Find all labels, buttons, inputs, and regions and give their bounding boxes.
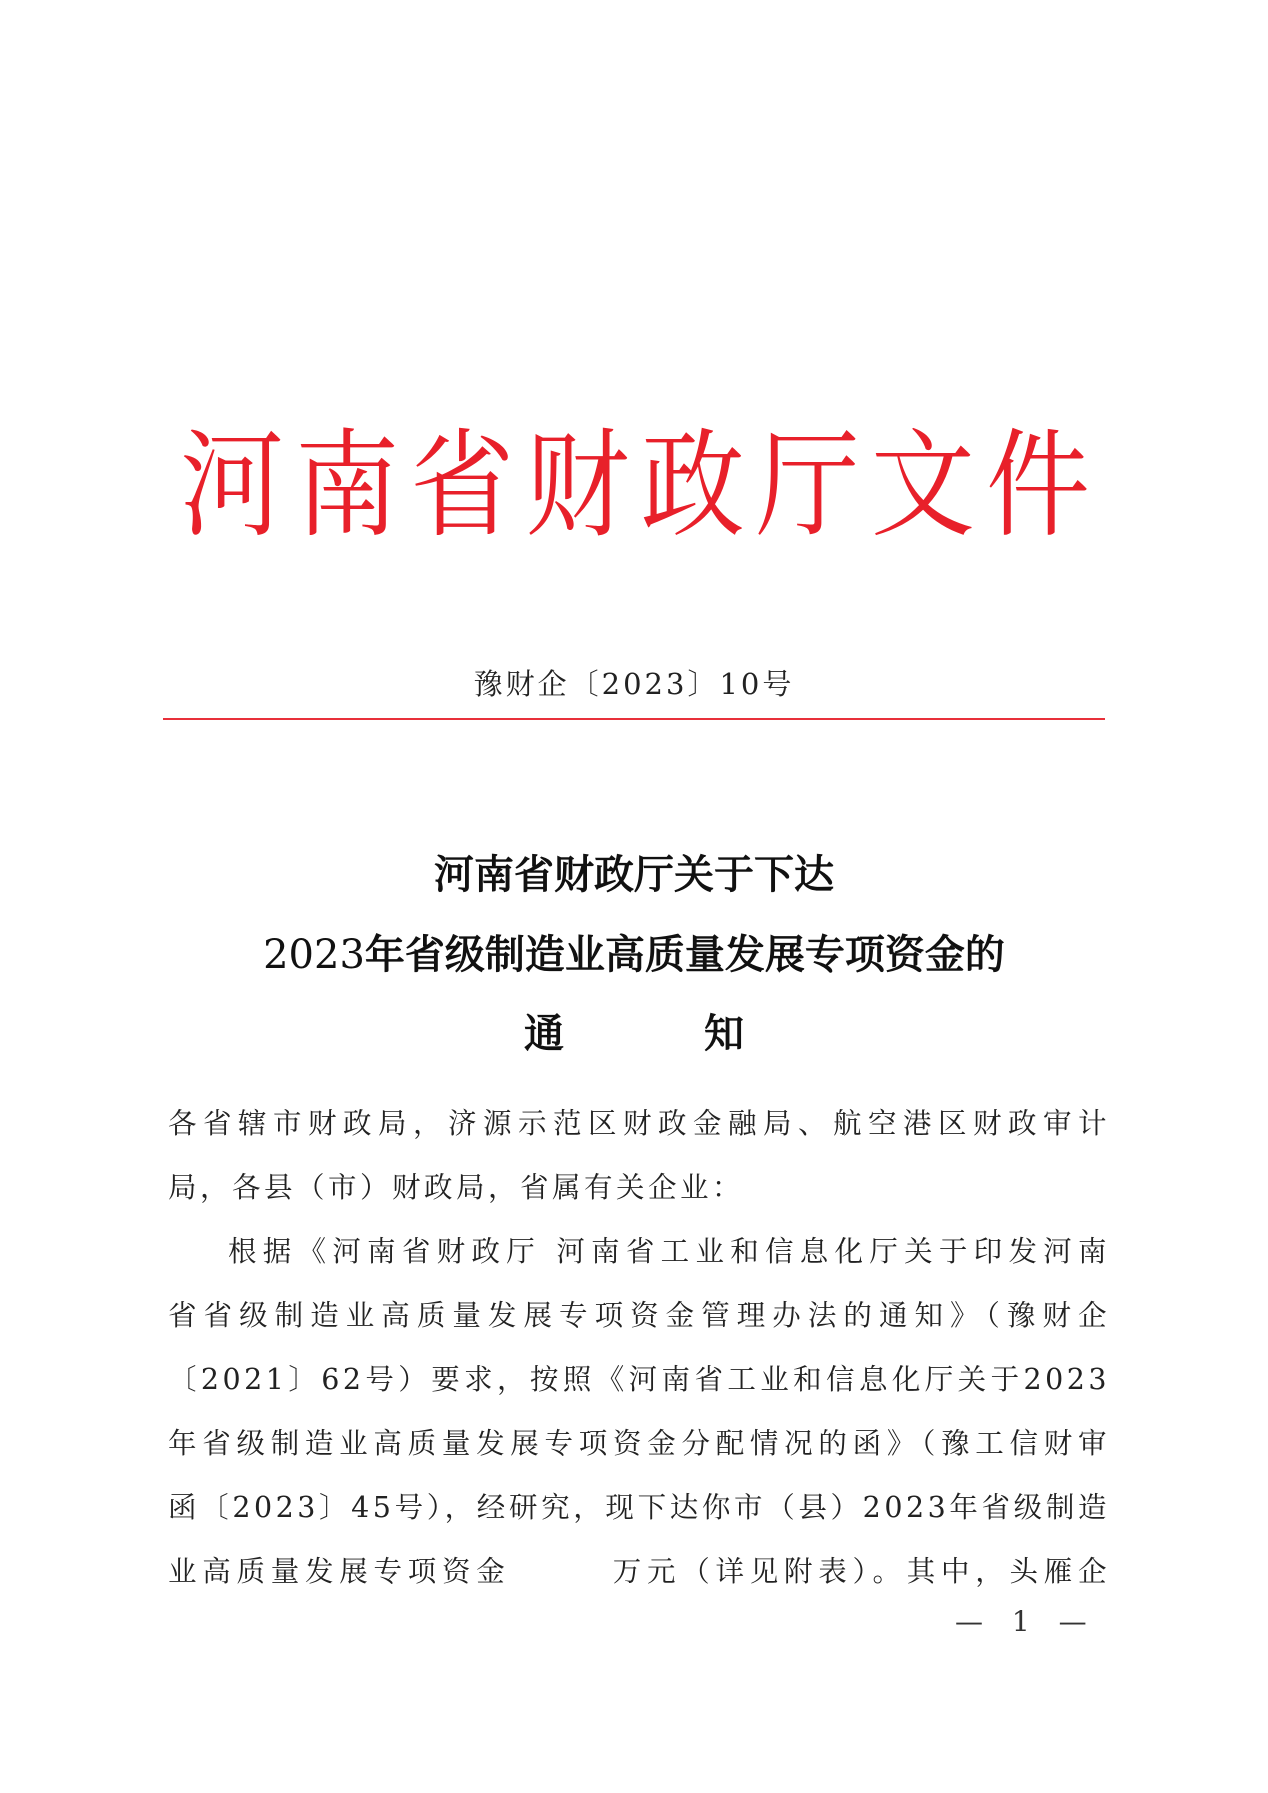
body-line: 根据《河南省财政厅 河南省工业和信息化厅关于印发河南 xyxy=(228,1235,1110,1268)
red-divider-line xyxy=(163,718,1105,720)
title-line-1: 河南省财政厅关于下达 xyxy=(434,851,834,898)
recipients xyxy=(168,1092,1110,1220)
title-year: 2023 xyxy=(263,932,365,978)
body-line: 省省级制造业高质量发展专项资金管理办法的通知》（豫财企 xyxy=(168,1299,1110,1332)
masthead-char: 省 xyxy=(410,416,515,554)
masthead-char: 南 xyxy=(295,416,400,554)
body-text-segment: 万元（详见附表）。其中，头雁企 xyxy=(610,1555,1110,1588)
masthead-char: 文 xyxy=(870,416,975,554)
body-paragraph xyxy=(168,1220,1110,1604)
document-number: 豫财企〔2023〕10号 xyxy=(473,667,795,701)
recipients-line: 各省辖市财政局，济源示范区财政金融局、航空港区财政审计 xyxy=(168,1107,1110,1140)
title-char: 通 xyxy=(524,1010,564,1057)
body-text-segment: 业高质量发展专项资金 xyxy=(168,1555,511,1588)
masthead-char: 河 xyxy=(180,416,285,554)
masthead-char: 财 xyxy=(525,416,630,554)
title-char: 知 xyxy=(704,1010,744,1057)
body-line xyxy=(168,1540,1110,1604)
body-line: 函〔2023〕45号），经研究，现下达你市（县）2023年省级制造 xyxy=(168,1491,1110,1524)
masthead-char: 政 xyxy=(640,416,745,554)
title-line-2 xyxy=(0,923,1268,980)
recipients-line: 局，各县（市）财政局，省属有关企业： xyxy=(168,1171,745,1204)
document-masthead xyxy=(180,416,1090,554)
title-line-3 xyxy=(0,1002,1268,1059)
page-number: — 1 — xyxy=(955,1605,1097,1638)
body-line: 〔2021〕62号）要求，按照《河南省工业和信息化厅关于2023 xyxy=(168,1363,1110,1396)
masthead-char: 厅 xyxy=(755,416,860,554)
title-line-2-text: 年省级制造业高质量发展专项资金的 xyxy=(364,931,1005,978)
body-line: 年省级制造业高质量发展专项资金分配情况的函》（豫工信财审 xyxy=(168,1427,1110,1460)
masthead-char: 件 xyxy=(985,416,1090,554)
